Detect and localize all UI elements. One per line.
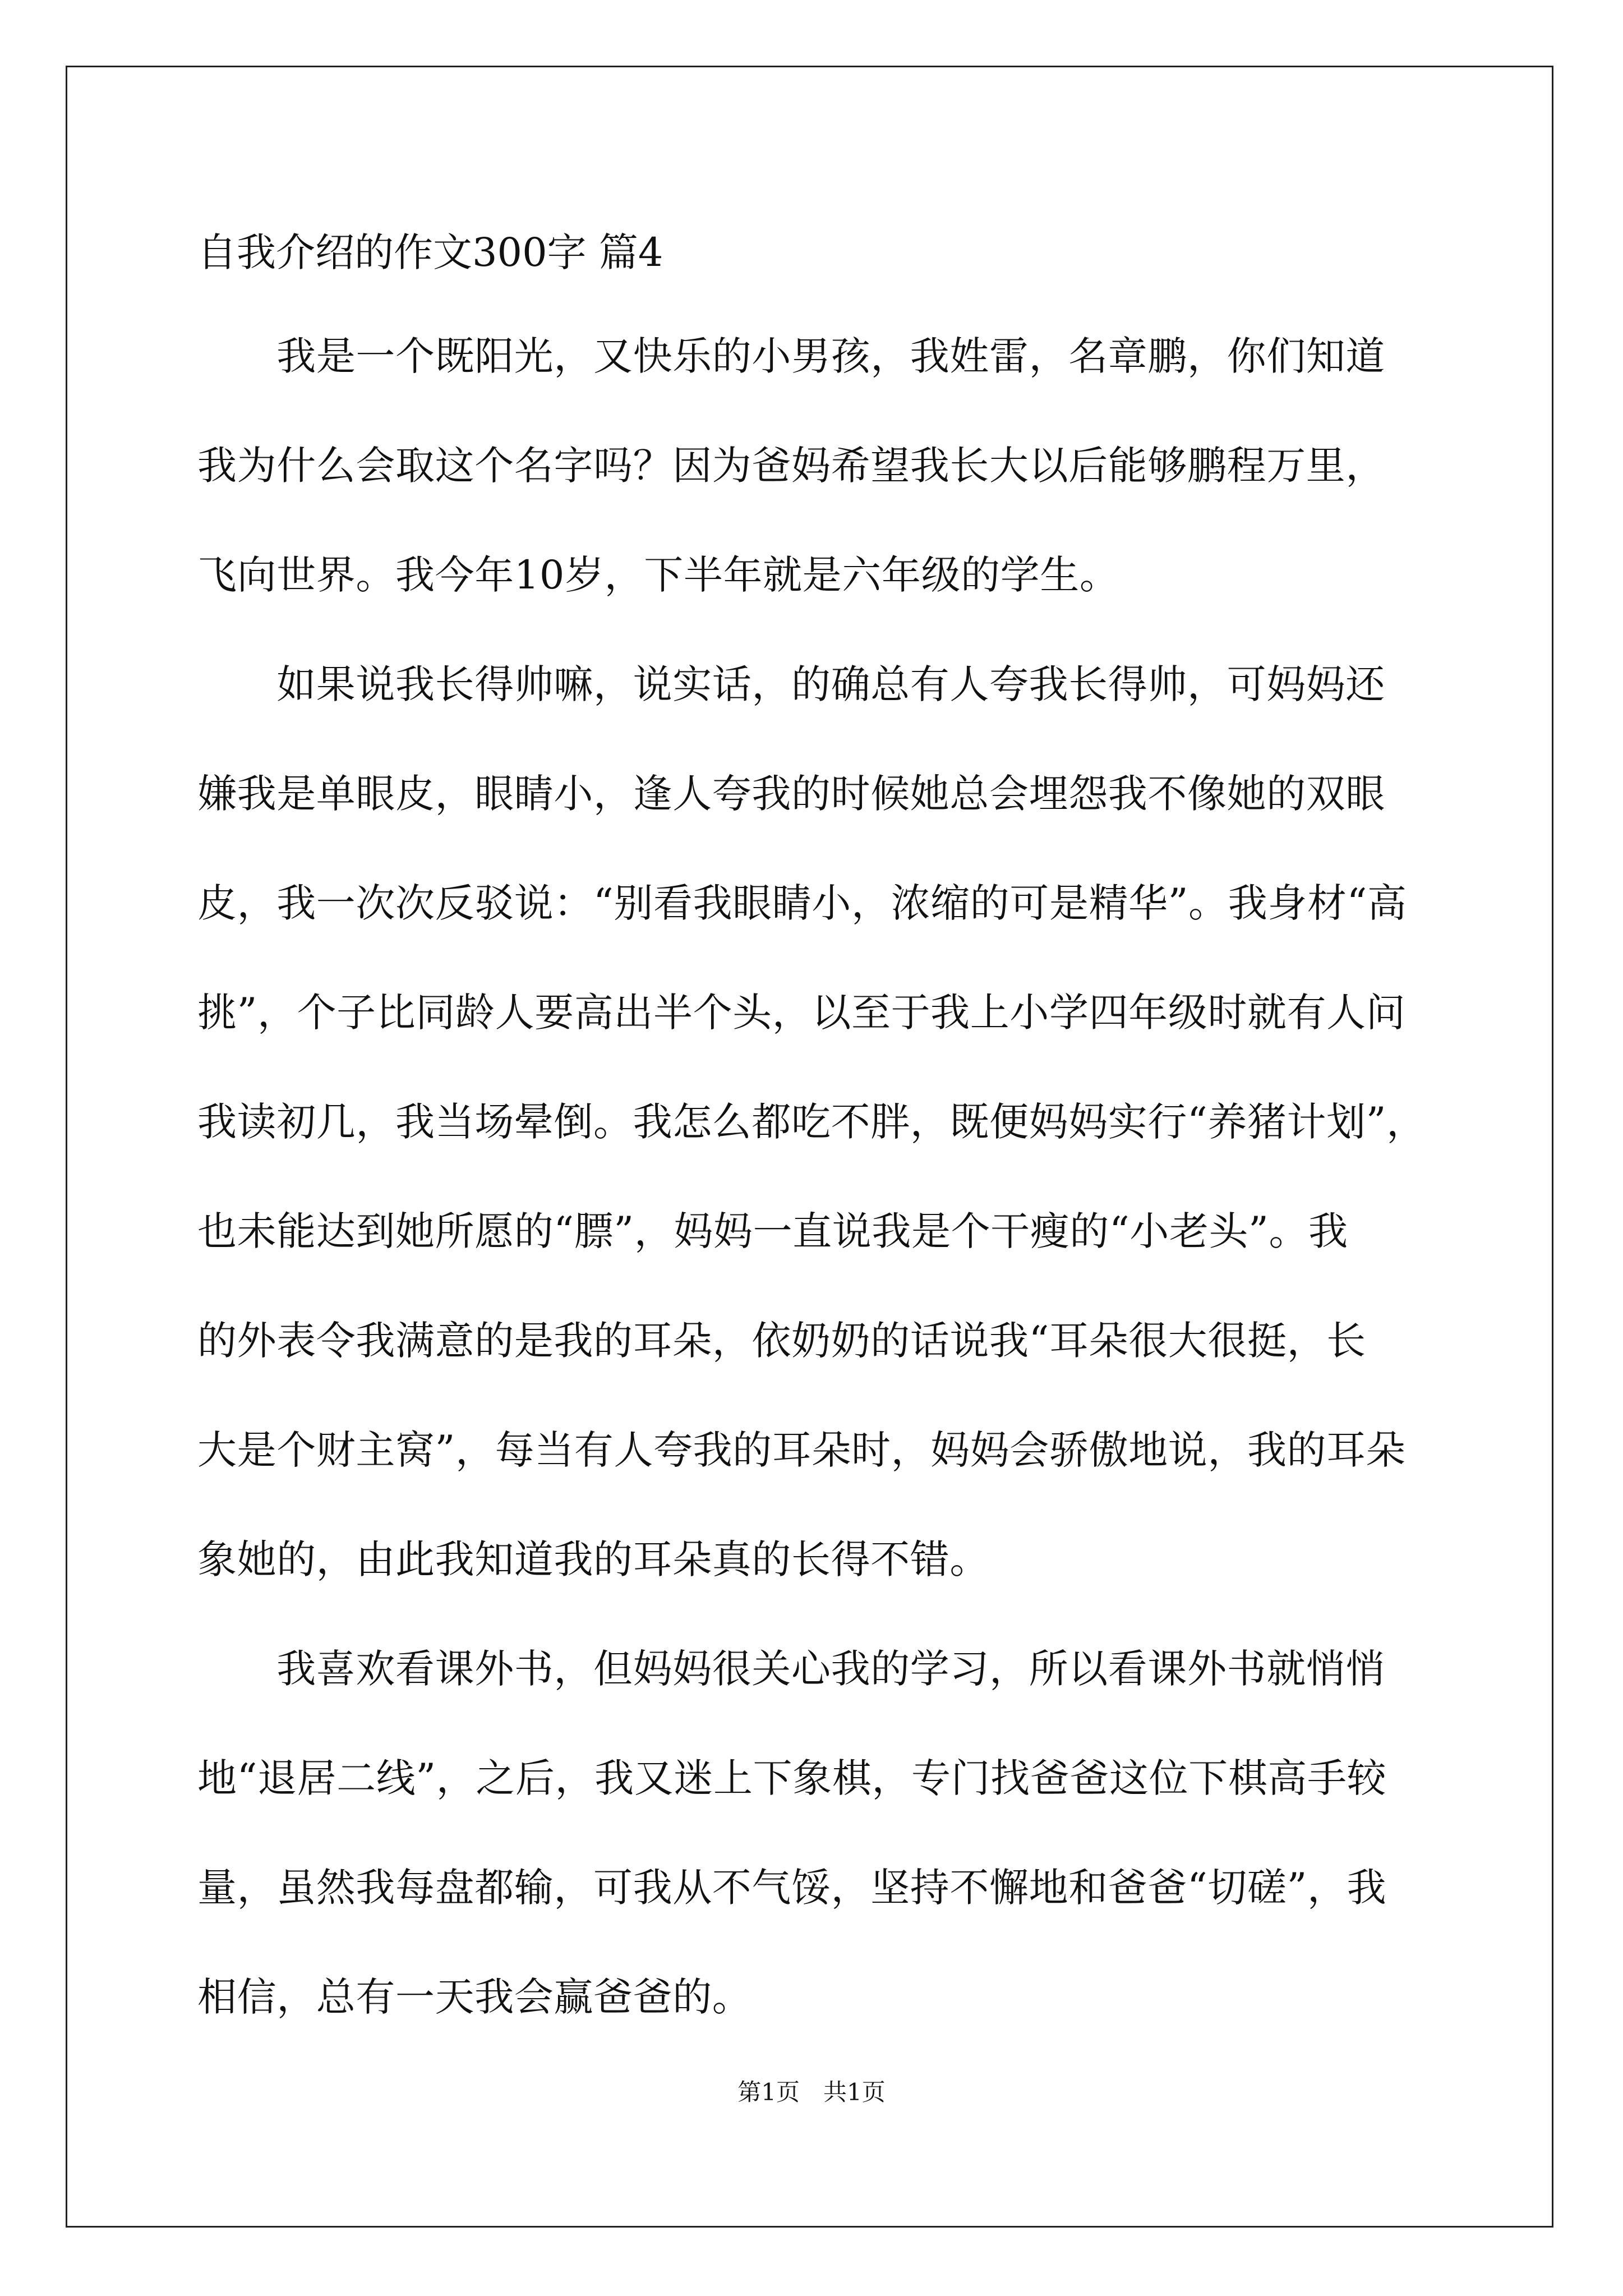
document-title: 自我介绍的作文300字 篇4: [197, 229, 663, 275]
text-line-4: 如果说我长得帅嘛，说实话，的确总有人夸我长得帅，可妈妈还: [197, 661, 1385, 707]
text-line-13: 我喜欢看课外书，但妈妈很关心我的学习，所以看课外书就悄悄: [197, 1646, 1385, 1692]
text-line-5: 嫌我是单眼皮，眼睛小，逢人夸我的时候她总会埋怨我不像她的双眼: [197, 771, 1385, 817]
text-line-14: 地“退居二线”，之后，我又迷上下象棋，专门找爸爸这位下棋高手较: [197, 1755, 1387, 1801]
text-line-9: 也未能达到她所愿的“膘”，妈妈一直说我是个干瘦的“小老头”。我: [197, 1208, 1348, 1254]
text-line-11: 大是个财主窝”，每当有人夸我的耳朵时，妈妈会骄傲地说，我的耳朵: [197, 1427, 1406, 1473]
text-line-15: 量，虽然我每盘都输，可我从不气馁，坚持不懈地和爸爸“切磋”，我: [197, 1865, 1387, 1911]
page-footer: 第1页 共1页: [737, 2078, 886, 2106]
text-line-16: 相信，总有一天我会赢爸爸的。: [197, 1974, 752, 2020]
text-line-12: 象她的，由此我知道我的耳朵真的长得不错。: [197, 1536, 989, 1582]
text-line-10: 的外表令我满意的是我的耳朵，依奶奶的话说我“耳朵很大很挺，长: [197, 1318, 1366, 1364]
text-line-3: 飞向世界。我今年10岁，下半年就是六年级的学生。: [197, 552, 1119, 598]
text-line-8: 我读初几，我当场晕倒。我怎么都吃不胖，既便妈妈实行“养猪计划”，: [197, 1099, 1426, 1145]
text-line-1: 我是一个既阳光，又快乐的小男孩，我姓雷，名章鹏，你们知道: [197, 333, 1385, 379]
text-line-6: 皮，我一次次反驳说：“别看我眼睛小，浓缩的可是精华”。我身材“高: [197, 880, 1407, 926]
text-line-2: 我为什么会取这个名字吗？因为爸妈希望我长大以后能够鹏程万里，: [197, 443, 1385, 489]
text-line-7: 挑”，个子比同龄人要高出半个头，以至于我上小学四年级时就有人问: [197, 990, 1406, 1036]
